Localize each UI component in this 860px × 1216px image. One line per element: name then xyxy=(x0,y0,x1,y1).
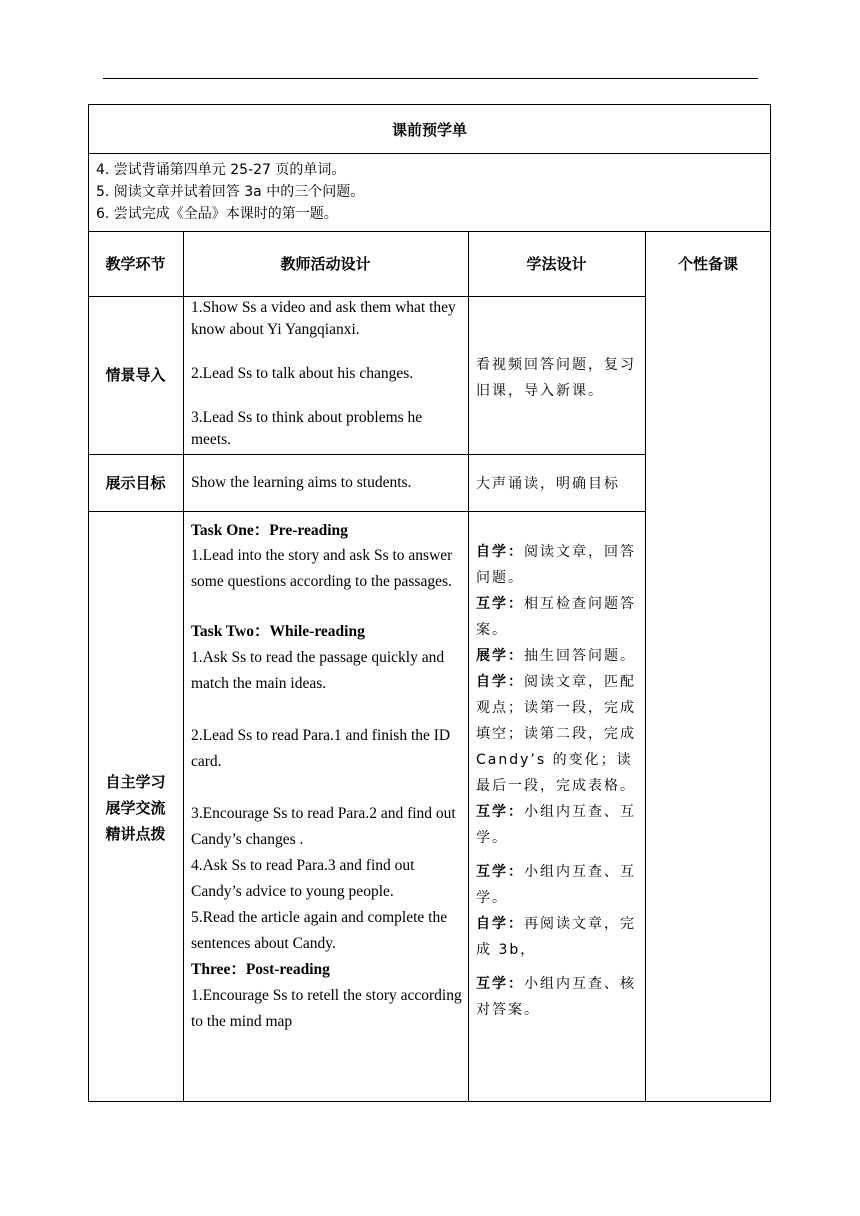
teacher-activity-cell xyxy=(191,297,463,451)
teacher-activity-item: 2.Lead Ss to read Para.1 and finish the ID card. xyxy=(191,727,451,770)
stage-cell: 展示目标 xyxy=(105,473,166,492)
stage-cell xyxy=(88,769,183,847)
teacher-activity-item: 1.Encourage Ss to retell the story according to the mind map xyxy=(191,987,462,1030)
personal-prep-cell xyxy=(645,296,771,1101)
method-cell: 大声诵读，明确目标 xyxy=(476,475,620,492)
method-item xyxy=(476,971,640,1023)
method-text: 相互检查问题答案。 xyxy=(476,596,636,638)
method-label: 展学： xyxy=(476,648,524,664)
teacher-activity-cell xyxy=(191,519,463,1035)
teacher-activity-item: 3.Lead Ss to think about problems he meets. xyxy=(191,409,423,448)
stage-line: 精讲点拨 xyxy=(105,825,166,843)
column-header-personal: 个性备课 xyxy=(677,255,738,273)
method-label: 自学： xyxy=(476,674,524,690)
method-cell xyxy=(476,539,640,1023)
table-line xyxy=(468,231,469,1102)
teacher-activity-item: 3.Encourage Ss to read Para.2 and find out Candy’s changes . xyxy=(191,805,456,848)
method-item xyxy=(476,669,640,799)
method-text: 小组内互查、互学。 xyxy=(476,864,636,906)
method-text: 阅读文章，回答问题。 xyxy=(476,544,636,586)
method-item xyxy=(476,591,640,643)
method-item xyxy=(476,643,640,669)
teacher-activity-cell: Show the learning aims to students. xyxy=(191,473,412,491)
stage-cell: 情景导入 xyxy=(105,366,166,384)
method-text: 再阅读文章，完成 3b， xyxy=(476,916,636,958)
preview-title: 课前预学单 xyxy=(391,120,467,139)
method-label: 互学： xyxy=(476,596,524,612)
preview-item: 4. 尝试背诵第四单元 25-27 页的单词。 xyxy=(96,162,346,178)
table-line xyxy=(88,511,645,512)
lesson-plan-table xyxy=(88,104,771,1102)
method-item xyxy=(476,799,640,851)
teacher-activity-item: 5.Read the article again and complete the sentences about Candy. xyxy=(191,909,448,952)
method-cell: 看视频回答问题，复习旧课，导入新课。 xyxy=(476,357,636,399)
method-item xyxy=(476,539,640,591)
teacher-activity-item: 1.Ask Ss to read the passage quickly and match the main ideas. xyxy=(191,649,445,692)
method-label: 互学： xyxy=(476,804,524,820)
table-line xyxy=(183,231,184,1102)
method-item xyxy=(476,859,640,911)
method-text: 阅读文章，匹配观点；读第一段，完成填空；读第二段，完成 Candy’s 的变化；读最后一段，完成表格。 xyxy=(476,674,636,794)
teacher-activity-item: 4.Ask Ss to read Para.3 and find out Candy’s advice to young people. xyxy=(191,857,415,900)
preview-item: 5. 阅读文章并试着回答 3a 中的三个问题。 xyxy=(96,184,365,200)
method-item xyxy=(476,911,640,963)
method-label: 互学： xyxy=(476,864,524,880)
preview-item: 6. 尝试完成《全品》本课时的第一题。 xyxy=(96,206,338,222)
task-title: Task One：Pre-reading xyxy=(191,522,348,539)
method-text: 小组内互查、核对答案。 xyxy=(476,976,636,1018)
task-title: Three：Post-reading xyxy=(191,961,330,978)
method-label: 自学： xyxy=(476,544,524,560)
column-header-teacher: 教师活动设计 xyxy=(280,255,371,273)
table-border-bottom xyxy=(88,1101,771,1102)
column-header-method: 学法设计 xyxy=(526,255,587,273)
method-label: 自学： xyxy=(476,916,524,932)
method-text: 抽生回答问题。 xyxy=(524,648,636,664)
preview-list xyxy=(96,159,756,225)
teacher-activity-item: 2.Lead Ss to talk about his changes. xyxy=(191,365,414,382)
method-text: 小组内互查、互学。 xyxy=(476,804,636,846)
teacher-activity-item: 1.Lead into the story and ask Ss to answer some questions according to the passages. xyxy=(191,547,453,590)
method-label: 互学： xyxy=(476,976,524,992)
stage-line: 自主学习 xyxy=(105,773,166,791)
task-title: Task Two：While-reading xyxy=(191,623,365,640)
page-header-rule xyxy=(103,78,758,79)
teacher-activity-item: 1.Show Ss a video and ask them what they know about Yi Yangqianxi. xyxy=(191,299,456,338)
stage-line: 展学交流 xyxy=(105,799,166,817)
column-header-stage: 教学环节 xyxy=(105,255,166,273)
